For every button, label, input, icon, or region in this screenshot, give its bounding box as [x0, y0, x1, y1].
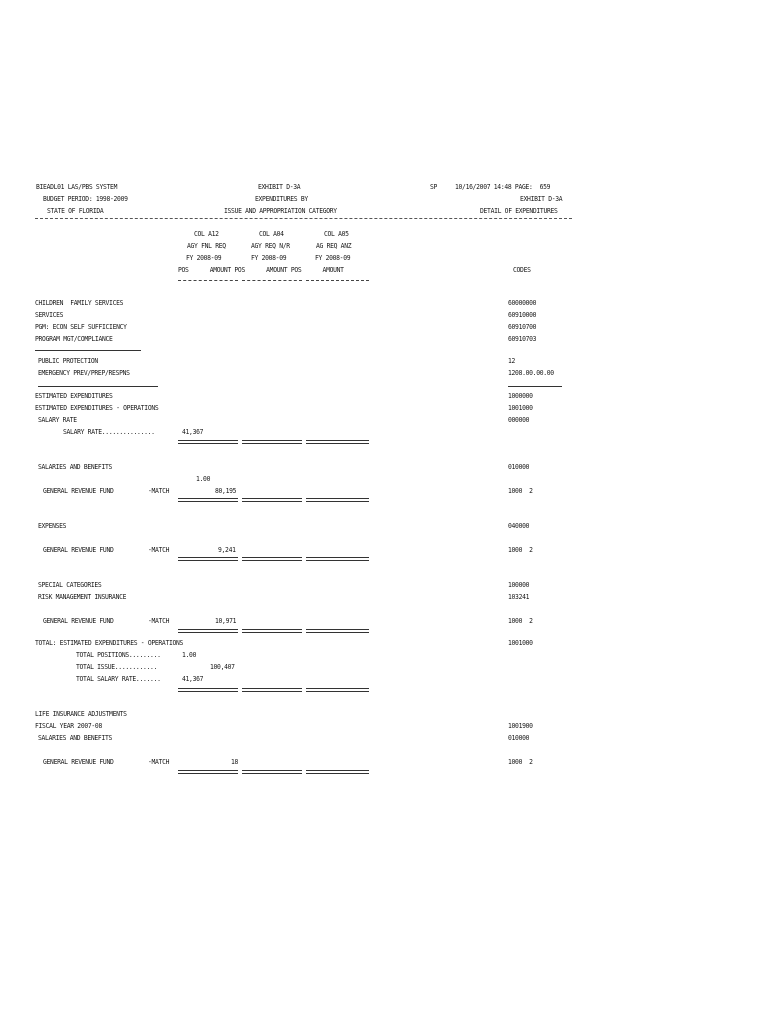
state-name: STATE OF FLORIDA — [47, 206, 104, 215]
org-line-1: CHILDREN FAMILY SERVICES — [35, 298, 124, 307]
total-title: TOTAL: ESTIMATED EXPENDITURES - OPERATIONS — [35, 638, 184, 647]
life-title-1: LIFE INSURANCE ADJUSTMENTS — [35, 709, 127, 718]
double-rule — [178, 498, 238, 502]
org-line-4: PROGRAM MGT/COMPLIANCE — [35, 334, 113, 343]
salary-rate-value: 41,367 — [182, 427, 204, 436]
total-issue-value: 100,407 — [210, 662, 235, 671]
expenses-amount: 9,241 — [218, 545, 236, 554]
special-title-2: RISK MANAGEMENT INSURANCE — [38, 592, 127, 601]
ag-req-anz: AG REQ ANZ — [316, 241, 352, 250]
expenses-fund-code: 1000 2 — [508, 545, 533, 554]
total-salary-label: TOTAL SALARY RATE....... — [76, 674, 161, 683]
double-rule — [178, 688, 238, 692]
double-rule — [242, 440, 302, 444]
budget-period: BUDGET PERIOD: 1998-2009 — [43, 194, 128, 203]
special-title-1: SPECIAL CATEGORIES — [38, 580, 102, 589]
double-rule — [306, 770, 369, 774]
agy-fnl-req: AGY FNL REQ — [187, 241, 226, 250]
expenses-code: 040000 — [508, 521, 530, 530]
protection-line-2: EMERGENCY PREV/PREP/RESPNS — [38, 368, 130, 377]
detail-of-expenditures: DETAIL OF EXPENDITURES — [480, 206, 558, 215]
double-rule — [242, 629, 302, 633]
agy-req-nr: AGY REQ N/R — [251, 241, 290, 250]
salaries-positions: 1.00 — [196, 474, 211, 483]
salaries-amount: 80,195 — [215, 486, 237, 495]
double-rule — [306, 688, 369, 692]
pos-amount-header: POS AMOUNT POS AMOUNT POS AMOUNT — [178, 265, 344, 274]
exhibit-right: EXHIBIT D-3A — [520, 194, 563, 203]
system-id: BIEADL01 LAS/PBS SYSTEM — [36, 182, 118, 191]
salaries-fund: GENERAL REVENUE FUND — [43, 486, 114, 495]
col-a04: COL A04 — [259, 229, 284, 238]
expenses-title: EXPENSES — [38, 521, 67, 530]
sp-label: SP — [430, 182, 438, 191]
fy-col-a04: FY 2008-09 — [251, 253, 287, 262]
special-fund: GENERAL REVENUE FUND — [43, 616, 114, 625]
double-rule — [178, 770, 238, 774]
protection-code-1: 12 — [508, 356, 516, 365]
estimated-code-1: 1000000 — [508, 391, 533, 400]
double-rule — [306, 557, 369, 561]
expenditures-by: EXPENDITURES BY — [255, 194, 308, 203]
life-amount: 18 — [231, 757, 239, 766]
org-code-3: 60910700 — [508, 322, 537, 331]
exhibit-title: EXHIBIT D-3A — [258, 182, 301, 191]
total-code: 1001000 — [508, 638, 533, 647]
col-a12: COL A12 — [194, 229, 219, 238]
life-code-2: 010000 — [508, 733, 530, 742]
org-code-2: 60910000 — [508, 310, 537, 319]
protection-underline — [38, 386, 158, 387]
double-rule — [242, 770, 302, 774]
timestamp-page: 10/16/2007 14:48 PAGE: 659 — [455, 182, 551, 191]
codes-header: CODES — [513, 265, 531, 274]
estimated-line-1: ESTIMATED EXPENDITURES — [35, 391, 113, 400]
double-rule — [242, 557, 302, 561]
special-match: -MATCH — [148, 616, 170, 625]
total-issue-label: TOTAL ISSUE............ — [76, 662, 158, 671]
expenses-match: -MATCH — [148, 545, 170, 554]
fy-col-a12: FY 2008-09 — [186, 253, 222, 262]
estimated-code-3: 000000 — [508, 415, 530, 424]
double-rule — [178, 629, 238, 633]
protection-code-underline — [508, 386, 562, 387]
fy-col-a05: FY 2008-09 — [315, 253, 351, 262]
estimated-code-2: 1001000 — [508, 403, 533, 412]
life-code-1: 1001900 — [508, 721, 533, 730]
special-code-2: 103241 — [508, 592, 530, 601]
org-line-2: SERVICES — [35, 310, 64, 319]
col-a04-underline — [242, 280, 302, 281]
estimated-line-3: SALARY RATE — [38, 415, 77, 424]
org-code-4: 60910703 — [508, 334, 537, 343]
life-fund-code: 1000 2 — [508, 757, 533, 766]
salary-rate-label: SALARY RATE............... — [63, 427, 155, 436]
total-salary-value: 41,367 — [182, 674, 204, 683]
estimated-line-2: ESTIMATED EXPENDITURES - OPERATIONS — [35, 403, 159, 412]
double-rule — [242, 688, 302, 692]
double-rule — [306, 498, 369, 502]
special-code-1: 100000 — [508, 580, 530, 589]
protection-line-1: PUBLIC PROTECTION — [38, 356, 98, 365]
total-positions-label: TOTAL POSITIONS......... — [76, 650, 161, 659]
double-rule — [242, 498, 302, 502]
salaries-fund-code: 1000 2 — [508, 486, 533, 495]
special-fund-code: 1000 2 — [508, 616, 533, 625]
col-a12-underline — [178, 280, 238, 281]
org-underline — [35, 350, 141, 351]
expenses-fund: GENERAL REVENUE FUND — [43, 545, 114, 554]
salaries-code: 010000 — [508, 462, 530, 471]
header-rule — [35, 218, 572, 219]
protection-code-2: 1208.00.00.00 — [508, 368, 554, 377]
life-match: -MATCH — [148, 757, 170, 766]
life-fund: GENERAL REVENUE FUND — [43, 757, 114, 766]
double-rule — [306, 629, 369, 633]
life-title-2: FISCAL YEAR 2007-08 — [35, 721, 102, 730]
col-a05: COL A05 — [324, 229, 349, 238]
double-rule — [178, 557, 238, 561]
life-title-3: SALARIES AND BENEFITS — [38, 733, 113, 742]
double-rule — [306, 440, 369, 444]
salaries-title: SALARIES AND BENEFITS — [38, 462, 113, 471]
issue-category: ISSUE AND APPROPRIATION CATEGORY — [224, 206, 337, 215]
total-positions-value: 1.00 — [182, 650, 197, 659]
special-amount: 10,971 — [215, 616, 237, 625]
org-code-1: 60000000 — [508, 298, 537, 307]
salaries-match: -MATCH — [148, 486, 170, 495]
double-rule — [178, 440, 238, 444]
col-a05-underline — [306, 280, 369, 281]
org-line-3: PGM: ECON SELF SUFFICIENCY — [35, 322, 127, 331]
